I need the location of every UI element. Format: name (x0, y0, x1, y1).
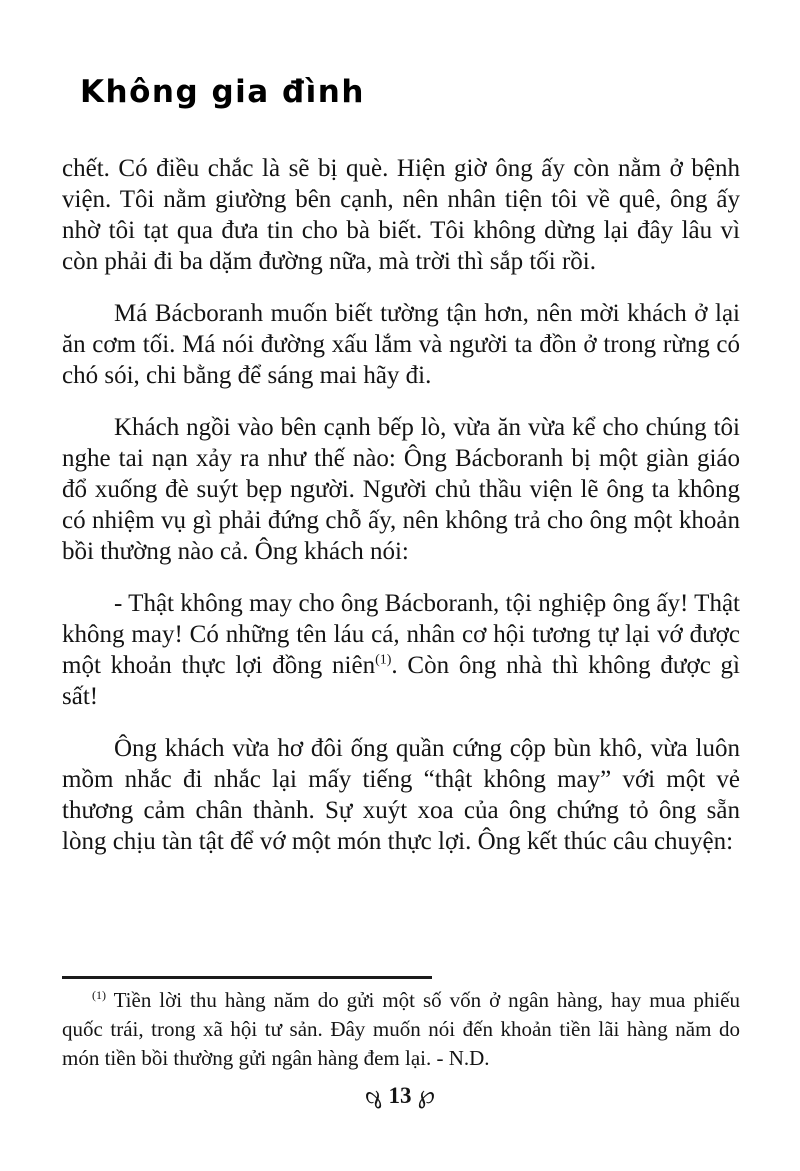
paragraph-3: Khách ngồi vào bên cạnh bếp lò, vừa ăn vừa kể cho chúng tôi nghe tai nạn xảy ra như thế nào: Ông Bácboranh bị một giàn giáo đổ xuống đè suýt bẹp người. Người chủ thầu viện lẽ ông ta không có nhiệm vụ gì phải đứng chỗ ấy, nên không trả cho ông một khoản bồi thường nào cả. Ông khách nói: (62, 414, 740, 565)
footnote-body: Tiền lời thu hàng năm do gửi một số vốn ở ngân hàng, hay mua phiếu quốc trái, trong xã hội tư sản. Đây muốn nói đến khoản tiền lãi hàng năm do món tiền bồi thường gửi ngân hàng đem lại. - N.D. (62, 988, 740, 1070)
page-ornament-right-icon: ℘ (417, 1080, 435, 1109)
paragraph-2: Má Bácboranh muốn biết tường tận hơn, nên mời khách ở lại ăn cơm tối. Má nói đường xấu lắm và người ta đồn ở trong rừng có chó sói, chi bằng để sáng mai hãy đi. (62, 300, 740, 389)
paragraph-4 (62, 588, 740, 712)
footnote-divider (62, 976, 432, 979)
footnote-marker: (1) (92, 988, 106, 1002)
page-title: Không gia đình (80, 74, 365, 110)
page-footer (0, 1080, 800, 1109)
page-ornament-left-icon: ℘ (365, 1080, 383, 1109)
body-text (62, 153, 740, 878)
paragraph-4-text: - Thật không may cho ông Bácboranh, tội nghiệp ông ấy! Thật không may! Có những tên láu cá, nhân cơ hội tương tự lại vớ được một khoản thực lợi đồng niên (62, 590, 740, 679)
footnote-text (62, 986, 740, 1073)
page-number: 13 (388, 1083, 412, 1108)
paragraph-5: Ông khách vừa hơ đôi ống quần cứng cộp bùn khô, vừa luôn mồm nhắc đi nhắc lại mấy tiếng “thật không may” với một vẻ thương cảm chân thành. Sự xuýt xoa của ông chứng tỏ ông sẵn lòng chịu tàn tật để vớ một món thực lợi. Ông kết thúc câu chuyện: (62, 735, 740, 855)
footnote-reference: (1) (375, 652, 392, 668)
paragraph-1: chết. Có điều chắc là sẽ bị què. Hiện giờ ông ấy còn nằm ở bệnh viện. Tôi nằm giường bên cạnh, nên nhân tiện tôi về quê, ông ấy nhờ tôi tạt qua đưa tin cho bà biết. Tôi không dừng lại đây lâu vì còn phải đi ba dặm đường nữa, mà trời thì sắp tối rồi. (62, 155, 740, 275)
footnote (62, 976, 740, 1073)
paragraph-4-text-after: . Còn ông nhà thì không được gì sất! (62, 652, 740, 710)
